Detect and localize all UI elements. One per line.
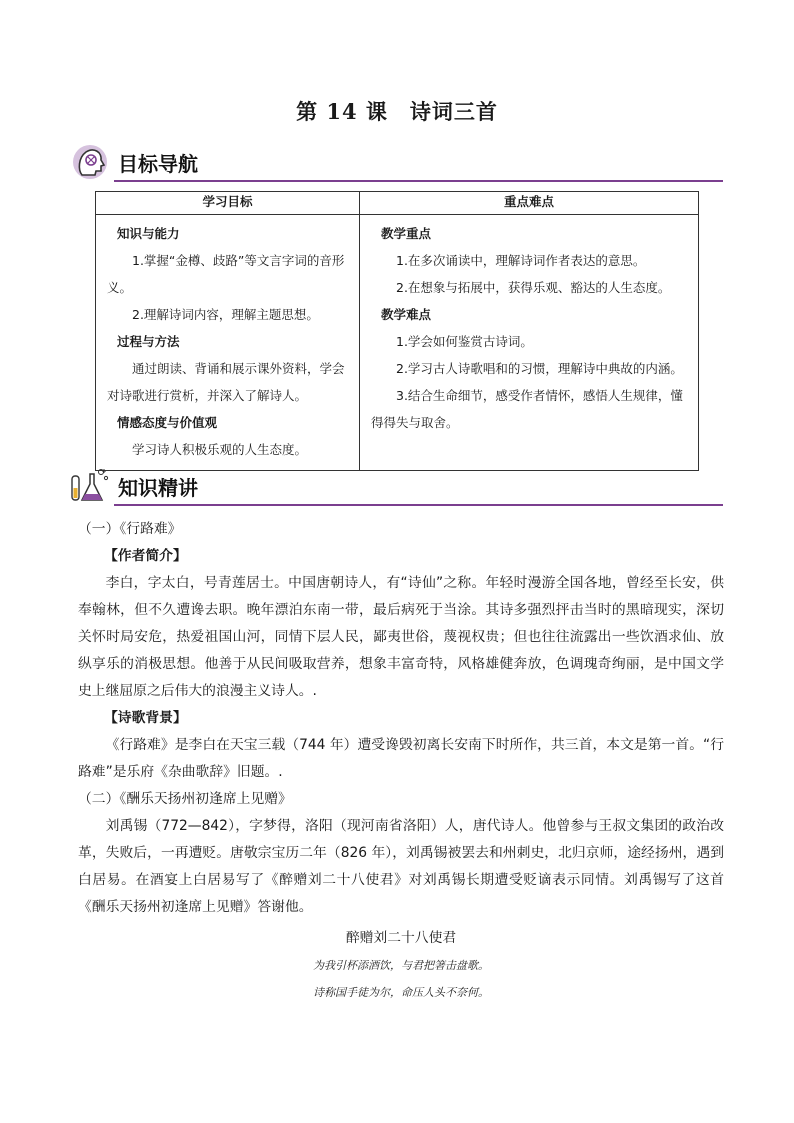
- table-paragraph: 2.学习古人诗歌唱和的习惯，理解诗中典故的内涵。: [396, 361, 683, 376]
- key-points-cell: [360, 215, 699, 471]
- table-subheading: 教学重点: [381, 226, 432, 241]
- part2-title: （二）《酬乐天扬州初逢席上见赠》: [78, 791, 292, 807]
- section-divider: [114, 504, 723, 506]
- table-subheading: 教学难点: [381, 307, 432, 322]
- table-header-objectives: 学习目标: [96, 192, 360, 215]
- table-paragraph: 1.在多次诵读中，理解诗词作者表达的意思。: [396, 253, 646, 268]
- lab-flask-icon: [68, 466, 112, 506]
- table-paragraph: 1.学会如何鉴赏古诗词。: [396, 334, 533, 349]
- author-intro-text: 李白，字太白，号青莲居士。中国唐朝诗人，有“诗仙”之称。年轻时漫游全国各地，曾经至长安，供奉翰林，但不久遭谗去职。晚年漂泊东南一带，最后病死于当涂。其诗多强烈抨击当时的黑暗现实，深切关怀时局安危，热爱祖国山河，同情下层人民，鄙夷世俗，蔑视权贵；但也往往流露出一些饮酒求仙、放纵享乐的消极思想。他善于从民间吸取营养，想象丰富奇特，风格雄健奔放，色调瑰奇绚丽，是中国文学史上继屈原之后伟大的浪漫主义诗人。.: [78, 575, 724, 699]
- knowledge-content: [78, 516, 724, 1006]
- poem-title: 醉赠刘二十八使君: [345, 930, 457, 946]
- objectives-cell: [96, 215, 360, 471]
- table-paragraph: 3.结合生命细节，感受作者情怀，感悟人生规律，懂得得失与取舍。: [371, 388, 683, 430]
- table-paragraph: 2.在想象与拓展中，获得乐观、豁达的人生态度。: [396, 280, 671, 295]
- table-subheading: 知识与能力: [117, 226, 180, 241]
- poem-background-tag: 【诗歌背景】: [104, 710, 187, 726]
- part2-text: 刘禹锡（772—842），字梦得，洛阳（现河南省洛阳）人，唐代诗人。他曾参与王叔文集团的政治改革，失败后，一再遭贬。唐敬宗宝历二年（826 年），刘禹锡被罢去和州刺史，北归京师，途经扬州，遇到白居易。在酒宴上白居易写了《醉赠刘二十八使君》对刘禹锡长期遭受贬谪表示同情。刘禹锡写了这首《酬乐天扬州初逢席上见赠》答谢他。: [78, 818, 724, 915]
- poem-line: 为我引杯添酒饮，与君把箸击盘歌。: [313, 959, 489, 972]
- section-title: 目标导航: [118, 152, 198, 176]
- head-brain-icon: [68, 142, 112, 182]
- section-divider: [114, 180, 723, 182]
- table-subheading: 过程与方法: [117, 334, 180, 349]
- table-paragraph: 1.掌握“金樽、歧路”等文言字词的音形义。: [107, 253, 345, 295]
- author-intro-tag: 【作者简介】: [104, 548, 187, 564]
- part1-title: （一）《行路难》: [78, 521, 182, 537]
- table-paragraph: 学习诗人积极乐观的人生态度。: [132, 442, 308, 457]
- poem-line: 诗称国手徒为尔，命压人头不奈何。: [313, 986, 489, 999]
- table-paragraph: 2.理解诗词内容，理解主题思想。: [132, 307, 319, 322]
- objectives-table: [95, 191, 699, 471]
- table-paragraph: 通过朗读、背诵和展示课外资料，学会对诗歌进行赏析，并深入了解诗人。: [107, 361, 345, 403]
- section-title: 知识精讲: [118, 476, 198, 500]
- section-header-knowledge: [68, 466, 723, 506]
- table-subheading: 情感态度与价值观: [117, 415, 218, 430]
- poem-background-text: 《行路难》是李白在天宝三载（744 年）遭受谗毁初离长安南下时所作，共三首，本文是第一首。“行路难”是乐府《杂曲歌辞》旧题。.: [78, 737, 724, 780]
- page-title: 第 14 课 诗词三首: [296, 99, 498, 124]
- section-header-goals: [68, 142, 723, 182]
- table-header-key-points: 重点难点: [360, 192, 699, 215]
